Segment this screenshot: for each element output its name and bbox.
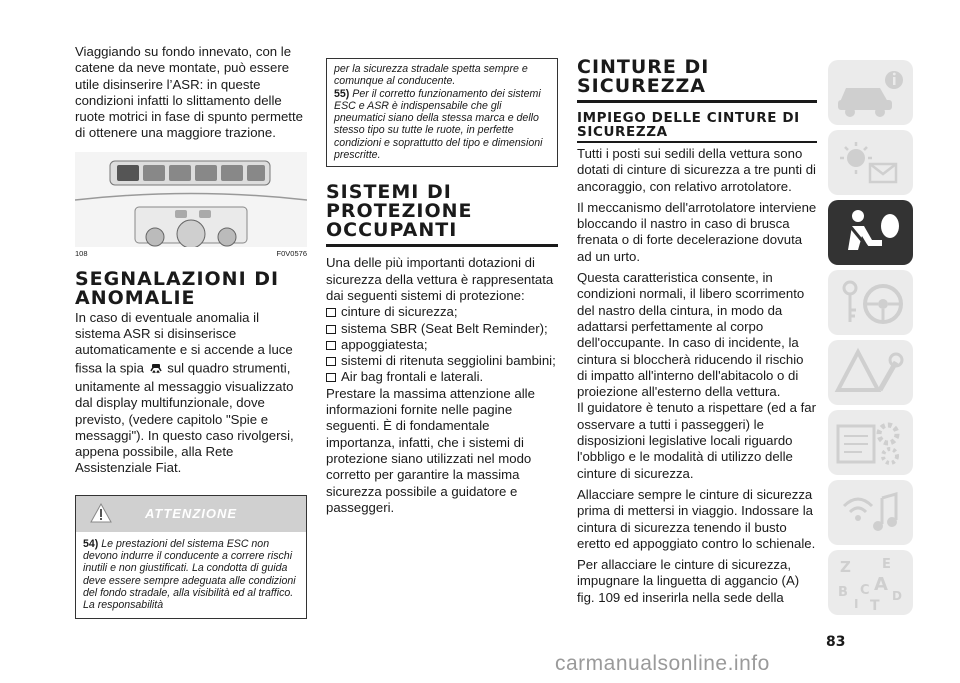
anomaly-text-b: sul quadro strumenti, unitamente al messaggio visualizzato dal display multifunzionale, dove previsto, (vedere capitolo "Spie e messaggi"). In questo caso rivolgersi, appena possibile, alla Rete Assistenziale Fiat. [75, 360, 294, 476]
occupant-intro: Una delle più importanti dotazioni di sicurezza della vettura è rappresentata dai seguenti sistemi di protezione: [326, 255, 554, 303]
tab-safety[interactable] [828, 200, 913, 265]
protection-list [326, 304, 558, 385]
section-title-seatbelts: CINTURE DI SICUREZZA [577, 58, 817, 103]
seatbelt-paragraph-6: Per allacciare le cinture di sicurezza, impugnare la linguetta di aggancio (A) fig. 109 ed inserirla nella sede della [577, 557, 800, 605]
svg-text:A: A [874, 574, 888, 595]
watermark: carmanualsonline.info [555, 652, 770, 675]
anomaly-paragraph [75, 310, 307, 477]
svg-text:D: D [892, 589, 902, 603]
seatbelt-paragraph-3: Questa caratteristica consente, in condizioni normali, il libero scorrimento del nastro della cintura, in modo da adattarsi perfettamente al corpo dell'occupante. In caso di incidente, la cintura si bloccherà riducendo il rischio di impatto all'interno dell'abitacolo o di proiezione all'esterno della vettura. [577, 270, 805, 400]
list-item: appoggiatesta; [326, 337, 558, 353]
tab-multimedia[interactable] [828, 480, 913, 545]
alphabet-index-icon [828, 550, 913, 615]
tab-emergency[interactable] [828, 340, 913, 405]
tab-index[interactable] [828, 550, 913, 615]
tab-starting-driving[interactable] [828, 270, 913, 335]
list-item: Air bag frontali e laterali. [326, 369, 558, 385]
note-box [326, 58, 558, 167]
note-continuation: per la sicurezza stradale spetta sempre e comunque al conducente. [334, 63, 528, 88]
car-info-icon [828, 60, 913, 125]
seatbelt-paragraph-2: Il meccanismo dell'arrotolatore interviene bloccando il nastro in caso di brusca frenata o di forte decelerazione dovuta ad un urto. [577, 199, 817, 264]
seatbelt-paragraph-1: Tutti i posti sui sedili della vettura sono dotati di cinture di sicurezza a tre punti di ancoraggio, con relativo arrotolatore. [577, 146, 816, 194]
maintenance-gears-icon [828, 410, 913, 475]
svg-text:E: E [882, 557, 891, 572]
multimedia-note-icon [828, 480, 913, 545]
key-steering-icon [828, 270, 913, 335]
warning-header [76, 496, 306, 532]
tab-maintenance[interactable] [828, 410, 913, 475]
warning-triangle-wrench-icon [828, 340, 913, 405]
warning-title: ATTENZIONE [144, 506, 238, 522]
seatbelt-paragraph-4: Il guidatore è tenuto a rispettare (ed a far osservare a tutti i passeggeri) le disposizioni legislative locali riguardo l'obbligo e le modalità di utilizzo delle cinture di sicurezza. [577, 400, 816, 481]
svg-text:T: T [870, 598, 880, 614]
svg-text:Z: Z [840, 558, 851, 576]
page-number: 83 [826, 634, 846, 650]
intro-paragraph: Viaggiando su fondo innevato, con le catene da neve montate, può essere utile disinserire l’ASR: in queste condizioni infatti lo slittamento delle ruote motrici in fase di spunto permette di ottenere una maggiore trazione. [75, 44, 303, 141]
occupant-closing: Prestare la massima attenzione alle informazioni fornite nelle pagine seguenti. È di fondamentale importanza, infatti, che i sistemi di protezione siano utilizzati nel modo corretto per garantire la massima sicurezza possibile a guidatore e passeggeri. [326, 385, 535, 515]
column-left [75, 44, 307, 619]
figure-caption [75, 249, 307, 258]
column-right [577, 58, 817, 606]
list-item: cinture di sicurezza; [326, 304, 558, 320]
list-item: sistema SBR (Seat Belt Reminder); [326, 321, 558, 337]
subsection-title-seatbelt-use: IMPIEGO DELLE CINTURE DI SICUREZZA [577, 111, 817, 143]
note-text: Per il corretto funzionamento dei sistemi ESC e ASR è indispensabile che gli pneumatici siano della stessa marca e dello stesso tipo su tutte le ruote, in perfette condizioni e soprattutto del tipo e dimensioni prescritte. [334, 87, 543, 162]
column-middle [326, 58, 558, 516]
figure-number: 108 [75, 248, 88, 258]
seatbelt-airbag-icon [828, 200, 913, 265]
dashboard-lights-icon [828, 130, 913, 195]
section-title-anomalies: SEGNALAZIONI DI ANOMALIE [75, 267, 280, 309]
tab-car-info[interactable] [828, 60, 913, 125]
anomaly-text-a: In caso di eventuale anomalia il sistema ASR si disinserisce automaticamente e si accende a luce fissa la spia [75, 309, 293, 376]
svg-text:I: I [854, 597, 859, 611]
svg-text:B: B [838, 585, 848, 600]
note-number: 55) [334, 87, 350, 100]
warning-triangle-icon [90, 502, 112, 529]
seatbelt-paragraph-5: Allacciare sempre le cinture di sicurezza prima di mettersi in viaggio. Indossare la cintura di sicurezza tenendo il busto eretto ed appoggiato contro lo schienale. [577, 486, 816, 551]
asr-warning-light-icon [148, 359, 164, 379]
svg-text:C: C [860, 583, 870, 598]
warning-number: 54) [83, 537, 99, 550]
section-title-occupant-protection: SISTEMI DI PROTEZIONE OCCUPANTI [326, 183, 558, 247]
warning-text: Le prestazioni del sistema ESC non devono indurre il conducente a correre rischi inutili e non giustificati. La condotta di guida deve essere sempre adeguata alle condizioni del fondo stradale, alla visibilità ed al traffico. La responsabilità [83, 537, 296, 612]
list-item: sistemi di ritenuta seggiolini bambini; [326, 353, 558, 369]
figure-code: F0V0576 [276, 248, 307, 258]
warning-box [75, 495, 307, 619]
warning-body [76, 532, 306, 618]
console-figure [75, 152, 307, 247]
tab-dashboard-lights[interactable] [828, 130, 913, 195]
